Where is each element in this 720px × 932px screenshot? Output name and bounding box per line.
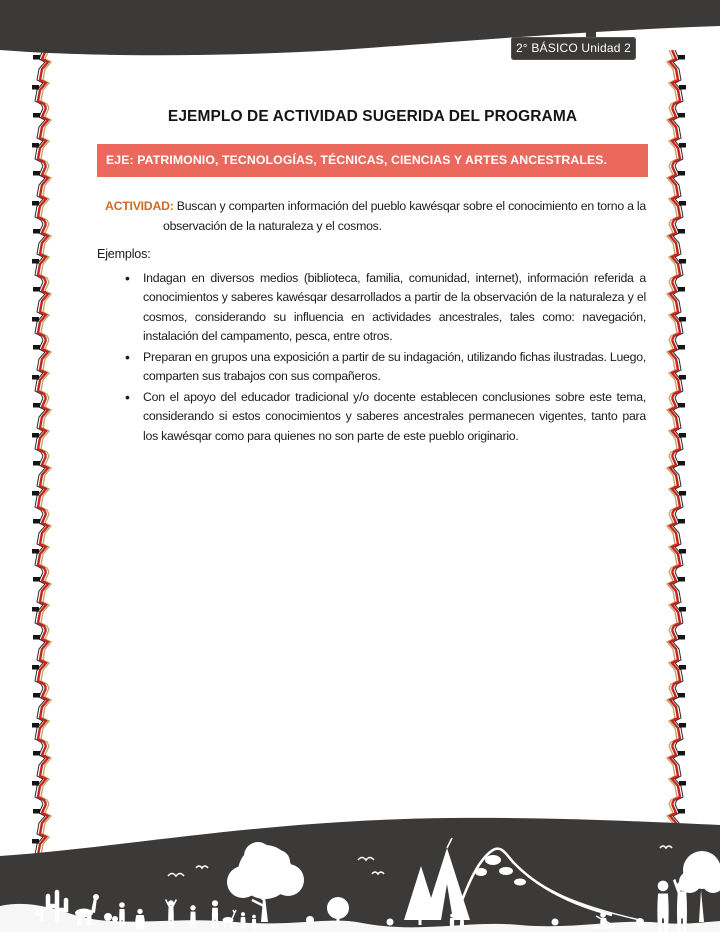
eje-banner: EJE: PATRIMONIO, TECNOLOGÍAS, TÉCNICAS, CIENCIAS Y ARTES ANCESTRALES. (97, 144, 648, 177)
andean-zigzag-border-right-icon (654, 50, 694, 854)
document-content (97, 100, 648, 447)
unit-badge: 2° BÁSICO Unidad 2 (511, 37, 636, 60)
actividad-paragraph (105, 197, 646, 236)
actividad-text: Buscan y comparten información del pueblo kawésqar sobre el conocimiento en torno a la observación de la naturaleza y el cosmos. (163, 199, 646, 233)
page-title: EJEMPLO DE ACTIVIDAD SUGERIDA DEL PROGRAMA (167, 108, 578, 125)
list-item: • Con el apoyo del educador tradicional y/o docente establecen conclusiones sobre este tema, considerando si estos conocimientos y saberes ancestrales permanecen vigentes, tanto para los kawésqar como para quienes no son parte de este pueblo originario. (143, 388, 646, 447)
list-item: • Preparan en grupos una exposición a partir de su indagación, utilizando fichas ilustradas. Luego, comparten sus trabajos con sus compañeros. (143, 348, 646, 387)
ejemplos-label: Ejemplos: (97, 247, 151, 261)
ejemplos-list (97, 269, 648, 447)
list-item: • Indagan en diversos medios (biblioteca, familia, comunidad, internet), información referida a conocimientos y saberes kawésqar desarrollados a partir de la observación de la naturaleza y el cosmos, considerando su influencia en actividades ancestrales, tales como: navegación, instalación del campamento, pesca, entre otros. (143, 269, 646, 347)
actividad-label: ACTIVIDAD: (105, 199, 174, 213)
andean-zigzag-border-left-icon (24, 50, 64, 854)
indigenous-landscape-silhouette-icon (0, 810, 720, 932)
